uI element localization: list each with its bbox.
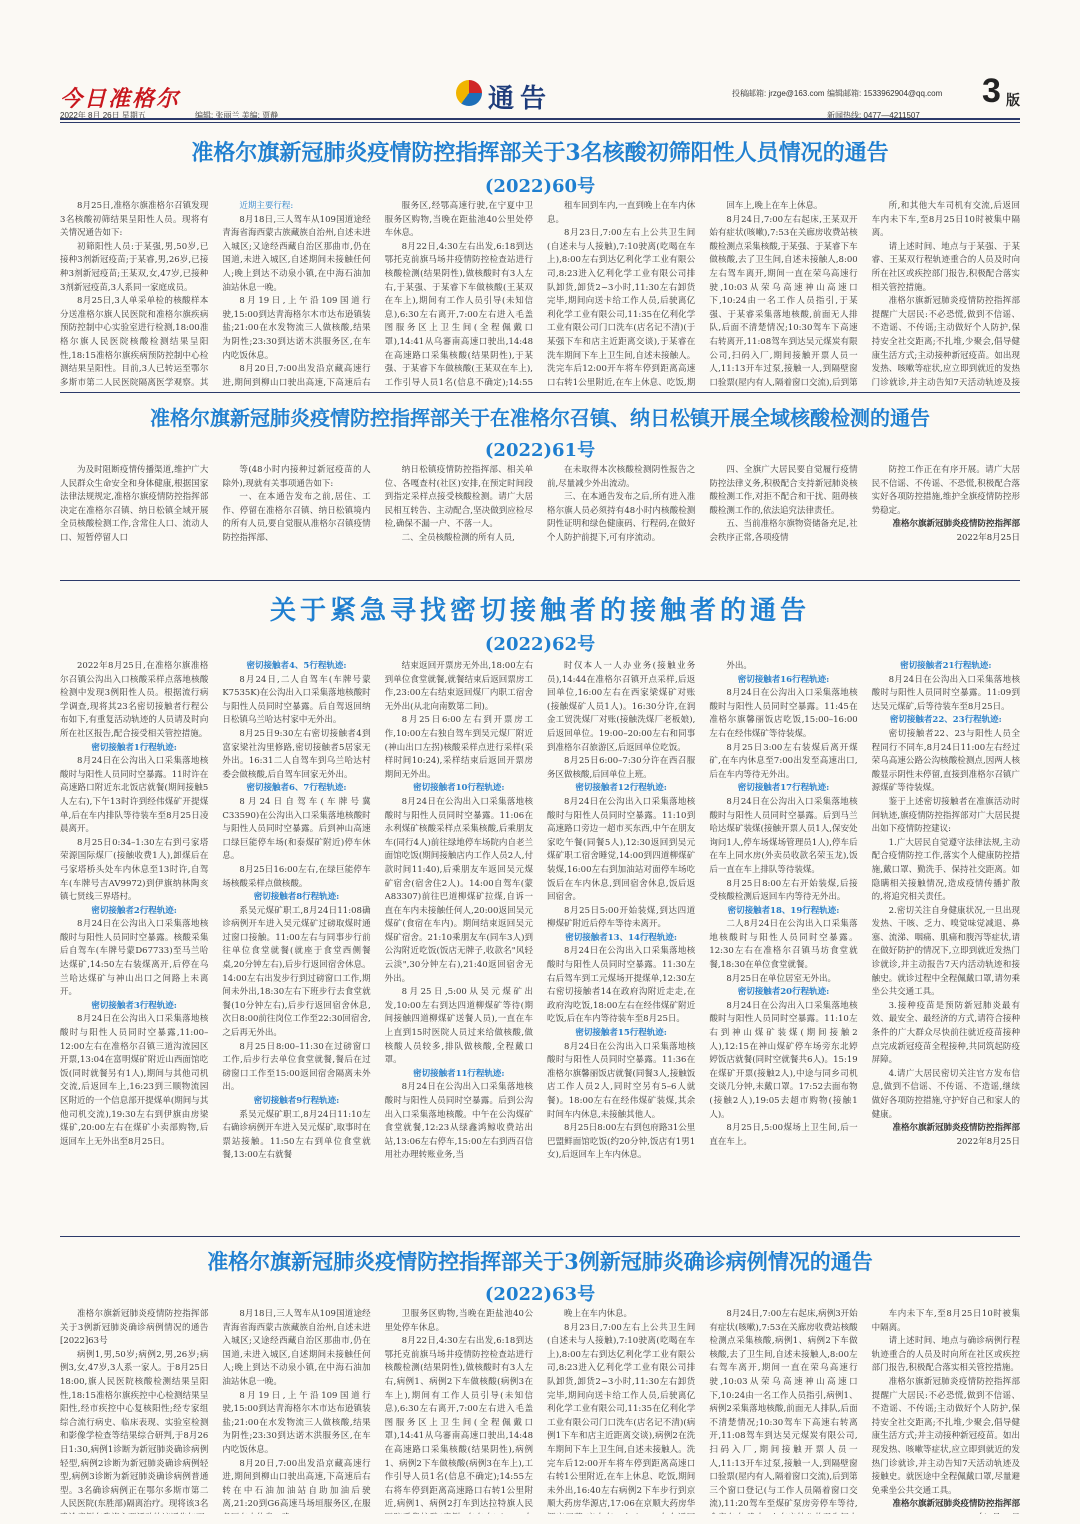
notice-column <box>222 464 370 576</box>
editor-credits: 编辑: 张丽兰 美编: 贾静 <box>195 111 279 120</box>
paragraph: 服务区,经鄂高速行驶,在宁夏中卫服务区购物,当晚在距盐池40公里处停车休息。 <box>384 201 533 239</box>
notice-62-number: (2022)62号 <box>484 634 596 655</box>
paragraph: 请上述时间、地点与于某强、于某睿、王某双行程轨迹重合的人员及时向所在社区或疾控部门报告,积极配合落实相关管控措施。 <box>871 241 1020 293</box>
paragraph: 8月24日自驾车(车牌号冀C33590)在公沟出入口采集落地核酸时与阳性人员同时空暴露。后到神山高速口绿巨能停车场(和泰煤矿附近)停车休息。 <box>222 796 371 862</box>
notice-column <box>709 200 857 390</box>
notice-60-body <box>60 200 1020 390</box>
paragraph: 结束返回开票房无外出,18:00左右到单位食堂就餐,就餐结束后返回票房工作,23:00左右结束返回煤厂内职工宿舍无外出(从北向南数第二间)。 <box>384 661 533 712</box>
paragraph: 8月24日,7:00左右起床,王某双开始有症状(咳嗽),7:53在关廊房收费站核酸检测点采集核酸,于某强、于某睿下车做核酸,去了卫生间,自述未接触人,8:00左右驾车离开,期间一直在荣乌高速行驶,10:03从荣乌高速神山高速口下,10:24由一名工作人员指引,于某强、于某睿采集落地核酸,前面无人排队,后面不清楚情况;10:30驾车下高速右转离开,11:08驾车到达吴元煤炭有限公司,扫码入厂,期间接触开票人员一人,11:13开车过泵,接触一人,到隔壁窗口验票(屋内有人,隔着窗口交流),后到第 <box>709 214 858 388</box>
notice-column <box>709 464 857 576</box>
track-heading: 密切接触者20行程轨迹: <box>737 987 830 998</box>
paragraph: 2022年8月25日,在准格尔旗准格尔召镇公沟出入口核酸采样点落地核酸检测中发现3例阳性人员。根据流行病学调查,现将其23名密切接触者行程公布如下,有重复活动轨迹的人员请及时向所在社区报告,配合接受相关管控措施。 <box>60 661 209 739</box>
notice-61-number: (2022)61号 <box>484 440 596 461</box>
track-heading: 密切接触者1行程轨迹: <box>91 742 177 753</box>
paragraph: 时仅本人一人办业务(接触业务员),14:44在准格尔召镇开点采样,后返回单位,16:00左右在西家梁煤矿对账(接触煤矿人员1人)。16:30分许,在润金工贸洗煤厂对账(接触洗煤厂老板娘),后返回单位。19:00–20:00左右和同事到准格尔召旅游区,后返回单位吃饭。 <box>546 661 696 753</box>
notice-63-title: 准格尔旗新冠肺炎疫情防控指挥部关于3例新冠肺炎确诊病例情况的通告 <box>207 1249 873 1274</box>
notice-60-title: 准格尔旗新冠肺炎疫情防控指挥部关于3名核酸初筛阳性人员情况的通告 <box>191 140 889 166</box>
masthead-rule-thin <box>60 122 1020 123</box>
notice-62-body <box>60 660 1020 1232</box>
paragraph: 四、全旗广大居民要自觉履行疫情防控法律义务,积极配合支持新冠肺炎核酸检测工作,对拒不配合和干扰、阻碍核酸检测工作的,依法追究法律责任。 <box>709 465 858 516</box>
paragraph: 请上述时间、地点与确诊病例行程轨迹重合的人员及时向所在社区或疾控部门报告,积极配合落实相关管控措施。 <box>871 1336 1020 1374</box>
notice-62-title: 关于紧急寻找密切接触者的接触者的通告 <box>269 596 810 626</box>
paragraph: 8月23日,7:00左右上公共卫生间(自述未与人接触),7:10驶离(吃喝在车上),8:00左右到达亿利化学工业有限公司,8:23进入亿利化学工业有限公司排队卸货,卸货2~3小时,11:30左右卸货完毕,期间向送卡给工作人员,后驶离亿利化学工业有限公司,11:35在亿利化学工业有限公司门口洗车(店名记不清)(于某强下车和店主近距离交谈),于某睿在洗车期间下车上卫生间,自述未接触人。洗完车后12:00开车将车停到距离高速口右转1公里附近,在车上休息、吃饭,期 <box>546 228 696 388</box>
track-heading: 密切接触者22、23行程轨迹: <box>889 715 1002 726</box>
signature-date: 2022年8月25日 <box>956 1136 1020 1147</box>
paragraph: 回车上,晚上在车上休息。 <box>726 201 823 211</box>
notice-column <box>385 660 533 1232</box>
paragraph: 1.广大居民自觉遵守法律法规,主动配合疫情防控工作,落实个人健康防控措施,戴口罩、勤洗手、保持社交距离。如隐瞒相关接触情况,造成疫情传播扩散的,将追究相关责任。 <box>871 837 1020 903</box>
paragraph: 8月24日在公沟出入口采集落地核酸时与阳性人员同时空暴露,11:00–12:00左右在准格尔召镇三道沟流园区开票,13:04在富明煤矿附近山西面馆吃饭(同时就餐另有1人),期间与其他司机交流,后返回车上,16:23到三顺物流园区附近的一个信息部开提煤单(期间与其他司机交流),19:30左右到伊旗由房梁煤矿,20:00左右在煤矿小卖部购物,后返回车上无外出至8月25日。 <box>60 1014 209 1147</box>
paragraph: 车内未下车,至8月25日10时被集中隔离。 <box>871 1309 1020 1333</box>
page-number: 3 <box>982 72 1001 110</box>
paragraph: 8月22日,4:30左右出发,6:18到达鄂托克前旗马场井疫情防控检查站进行核酸检测(结果阴性),做核酸时有3人左右,病例1、病例2下车做核酸(病例3在车上),期间有工作人员引导(未知信息),6:30左右离开,7:00左右进入毛盖图服务区上卫生间(全程佩戴口罩),14:41从乌審南高速口驶出,14:48在高速路口采集核酸(结果阴性),病例1、病例2下车做核酸(病例3在车上),工作引导人员1名(信息不确定);14:55左右将车停到距离高速路口右转1公里附近,病例1、病例2打车到达拉特旗人民 <box>384 1336 533 1510</box>
paragraph: 8月25日,5:00煤场上卫生间,后一直在车上。 <box>709 1123 858 1147</box>
paragraph: 8月24日在公沟出入口采集落地核酸时与阳性人员同时空暴露。11:10到高速路口旁边一超市买东西,中午在朋友家吃午餐(同餐5人),12:30返回到吴元煤矿职工宿舍睡觉,14:00到四道柳煤矿装煤,16:00左右到加油站对面停车场吃饭后在车内休息,到回宿舍休息,饭后返回宿舍。 <box>546 796 696 903</box>
paragraph: 8月18日,三人驾车从109国道途经青海省海西蒙古族藏族自治州,自述未进入城区;又途经西藏自治区那曲市,仍在国道,未进入城区,自述期间未接触任何人;晚上到达不动泉小镇,在中海石油加油站休息一晚。 <box>222 214 371 293</box>
section-emblem-icon <box>456 80 482 106</box>
paragraph: 8月24日在公沟出入口采集落地核酸时与阳性人员同时空暴露。11:45在准格尔旗馨丽饭店吃饭,15:00–16:00左右在经伟煤矿等待装煤。 <box>709 688 858 739</box>
paragraph: 在未取得本次核酸检测阴性报告之前,尽量减少外出流动。 <box>546 465 696 489</box>
paragraph: 3.接种疫苗是预防新冠肺炎最有效、最安全、最经济的方式,请符合接种条件的广大群众尽快前往就近疫苗接种点完成新冠疫苗全程接种,共同筑起防疫屏障。 <box>871 1000 1020 1066</box>
paragraph: 等(48小时内接种过新冠疫苗的人除外),现就有关事项通告如下: <box>222 465 371 489</box>
track-heading: 密切接触者13、14行程轨迹: <box>565 932 678 943</box>
track-heading: 密切接触者8行程轨迹: <box>253 892 340 903</box>
paragraph: 8月24日在公沟出入口采集落地核酸时与阳性人员同时空暴露。后到公沟出入口采集落地核酸。中午在公沟煤矿食堂就餐,12:23从绿鑫鸿鲸收费站出站,13:06左右停车,15:00左右到西召信用社办理转账业务,当 <box>384 1082 533 1161</box>
notice-column <box>60 1308 208 1514</box>
paragraph: 8月18日,三人驾车从109国道途经青海省海西蒙古族藏族自治州,自述未进入城区;又途经西藏自治区那曲市,仍在国道,未进入城区,自述期间未接触任何人;晚上到达不动泉小镇,在中海石油加油站休息一晚。 <box>222 1309 371 1387</box>
paragraph: 8月25日6:00–7:30分许在西召服务区做核酸,后回单位上班。 <box>546 756 696 780</box>
paragraph: 8月23日,7:00左右上公共卫生间(自述未与人接触),7:10驶离(吃喝在车上),8:00左右到达亿利化学工业有限公司,8:23进入亿利化学工业有限公司排队卸货,卸货2~3小时,11:30左右卸货完毕,期间向送卡给工作人员,后驶离亿利化学工业有限公司,11:35在亿利化学工业有限公司门口洗车(店名记不清)(病例1下车和店主近距离交谈),病例2在洗车期间下车上卫生间,自述未接触人。洗完车后12:00开车将车停到距离高速口右转1公里附近,在车上休息、吃饭,期间未外出,16:40左右病例2下车步行到京顺大药房华源店,17:06在京顺大药房华 <box>546 1322 696 1510</box>
paragraph: 8月25日,准格尔旗准格尔召镇发现3名核酸初筛结果呈阳性人员。现将有关情况通告如下: <box>60 201 209 239</box>
paragraph: 8月24日在公沟出入口采集落地核酸时与阳性人员同时空暴露。11:10左右到神山煤矿装煤(期间接触2人),12:15在神山煤矿停车场旁东北婷婷饭店就餐(同时空就餐共6人)。15:19在煤矿开票(接触2人),中途与同乡司机交谈几分钟,未戴口罩。17:52去面布物(接触2人),19:05去超市购物(接触1人)。 <box>709 1000 858 1120</box>
paragraph: 准格尔旗新冠肺炎疫情防控指挥部提醒广大居民:不必恐慌,做到不信谣、不造谣、不传谣;主动做好个人防护,保持安全社交距离;不扎堆,少聚会,倡导健康生活方式;主动接种新冠疫苗。如出现发热、咳嗽等症状,应立即到就近的发热门诊就诊,并主动告知7天活动轨迹及接 <box>871 296 1020 388</box>
paragraph: 8月24日在公沟出入口采集落地核酸时与阳性人员同时空暴露。11:09到达吴元煤矿,后等待装车至8月25日。 <box>871 674 1020 712</box>
track-heading: 密切接触者12行程轨迹: <box>575 783 667 794</box>
notice-column <box>60 464 208 576</box>
track-heading: 密切接触者6、7行程轨迹: <box>246 783 347 794</box>
paragraph: 8月25日5:00开始装煤,到达四道柳煤矿附近后停车等待未离开。 <box>546 905 696 930</box>
notice-61-body <box>60 464 1020 576</box>
masthead-rule <box>60 118 1020 120</box>
paragraph: 4.请广大居民密切关注官方发布信息,做到不信谣、不传谣、不造谣,继续做好各项防控措施,守护好自己和家人的健康。 <box>871 1068 1020 1120</box>
paragraph: 8月24日在公沟出入口采集落地核酸时与阳性人员同时空暴露。11:36在准格尔旗馨丽饭店就餐(同餐3人,接触饭店工作人员2人,同时空另有5–6人就餐)。18:00左右在经伟煤矿装煤,其余时间车内休息,未接触其他人。 <box>546 1041 696 1120</box>
paragraph: 病例1,男,50岁;病例2,男,26岁;病例3,女,47岁,3人系一家人。于8月25日18:00,旗人民医院核酸检测结果呈阳性,18:15准格尔旗疾控中心检测结果呈阳性,经市疾控中心复核阳性;经专家组综合流行病史、临床表现、实验室检测和影像学检查等结果综合研判,于8月26日1:30,病例1诊断为新冠肺炎确诊病例轻型,病例2诊断为新冠肺炎确诊病例轻型,病例3诊断为新冠肺炎确诊病例普通型。3名确诊病例正在鄂尔多斯市第二人民医院(东胜部)隔离治疗。现将该3名 <box>60 1349 209 1510</box>
paragraph: 8月25日9:30左右密切接触者4到富家梁社沟里修路,密切接触者5居家无外出。16:31二人自驾车到乌兰哈达村委会做核酸,后自驾车回家无外出。 <box>222 728 371 780</box>
paragraph: 8月20日,7:00出发沿京藏高速行进,期间到柳山口驶出高速,下高速后右转在中石油加油站自助加油后驶离,21:20到G6高速马场垣服务区,在服 <box>222 1458 371 1510</box>
paragraph: 8月25日8:00左右开始装煤,后接受核酸检测后返回车内等待无外出。 <box>709 878 858 903</box>
paragraph: 8月19日,上午沿109国道行驶,15:00到达青海格尔木市达布逊镇装盐;21:00在水发物流三人做核酸,结果为阴性;23:30到达诺木洪服务区,在车内吃饭休息。 <box>222 296 371 361</box>
paragraph: 为及时阻断疫情传播渠道,维护广大人民群众生命安全和身体健康,根据国家法律法规规定,准格尔旗疫情防控指挥部决定在准格尔召镇、纳日松镇全域开展全员核酸检测工作,含常住人口、流动人口、短暂停留人口 <box>60 465 209 543</box>
notice-column <box>385 1308 533 1514</box>
track-heading: 密切接触者4、5行程轨迹: <box>246 661 347 671</box>
paragraph: 8月25日在单位居室无外出。 <box>726 973 837 984</box>
paragraph: 三、在本通告发布之后,所有进入准格尔旗人员必须持有48小时内核酸检测阴性证明和绿色健康码、行程码,在做好个人防护前提下,可有序流动。 <box>546 492 696 543</box>
paragraph: 8月24日在公沟出入口采集落地核酸时与阳性人员同时空暴露。后到马兰哈达煤矿装煤(接触开票人员1人,保安处询问1人,停车场煤场管理员1人),停车后在车上同水房(外卖员收款名荣玉龙),饭后一直在车上排队等待装煤。 <box>709 796 858 875</box>
notice-column <box>222 200 370 390</box>
paragraph: 纳日松镇疫情防控指挥部、相关单位、各嘎查村(社区)安排,在预定时间段到指定采样点接受核酸检测。请广大居民相互转告、主动配合,坚决做到应检尽检,确保不漏一户、不落一人。 <box>384 465 533 530</box>
paragraph: 8月24日,二人自驾车(车牌号蒙K7535K)在公沟出入口采集落地核酸时与阳性人员同时空暴露。后自驾返回纳日松镇乌兰哈达村家中无外出。 <box>222 674 371 726</box>
notice-column <box>60 660 208 1232</box>
issue-date: 2022年 8月 26日 星期五 <box>60 111 146 120</box>
paragraph: 8月25日16:00左右,在绿巨能停车场核酸采样点做核酸。 <box>222 864 371 889</box>
track-heading: 密切接触者16行程轨迹: <box>737 674 830 685</box>
section-title: 通告 <box>488 84 553 114</box>
paragraph: 2.密切关注自身健康状况,一旦出现发热、干咳、乏力、嗅觉味觉减退、鼻塞、流涕、咽痛、肌痛和腹泻等症状,请在做好防护的情况下,立即到就近发热门诊就诊,并主动报告7天内活动轨迹和接触史。就诊过程中全程佩戴口罩,请勿乘坐公共交通工具。 <box>871 905 1020 998</box>
paragraph: 8月25日3:00左右装煤后离开煤矿,在车内休息至7:00出发至高速出口,后在车内等待无外出。 <box>709 742 858 780</box>
track-heading: 密切接触者10行程轨迹: <box>413 783 505 794</box>
notice-column <box>872 1308 1020 1514</box>
paragraph: 卫服务区购物,当晚在距盐池40公里处停车休息。 <box>384 1309 533 1333</box>
paragraph: 五、当前准格尔旗物资储备充足,社会秩序正常,各项疫情 <box>709 519 858 543</box>
notice-column <box>547 200 695 390</box>
notice-divider <box>60 580 1020 581</box>
paragraph: 8月24日在公沟出入口采集落地核酸时与阳性人员同时空暴露。11:30左右后驾车到工元煤场开提煤单,12:30左右密切接触者14在政府沟附近走走,在政府沟吃饭,18:00左右在经伟煤矿附近吃饭,后在车内等待装车至8月25日。 <box>546 946 696 1025</box>
paragraph: 近期主要行程: <box>239 201 294 211</box>
paragraph: 租车回到车内,一直到晚上在车内休息。 <box>546 201 696 225</box>
paragraph: 8月24日在公沟出入口采集落地核酸时与阳性人员同时空暴露。11:06在永利煤矿核酸采样点采集核酸,后乘朋友车(同行4人)前往绿地停车场院内自老兰面馆吃饭(期间接触店内工作人员2人,付款时间11:40),后乘朋友车返回吴元煤矿宿舍(宿舍住2人)。14:00自驾车(蒙A83307)前往巴道柳煤矿拉煤,自诉一直在车内未接触任何人,20:00返回吴元煤矿(食宿在车内)。期间结束返回吴元煤矿宿舍。21:10乘朋友车(同车3人)到公沟附近吃饭(饭店无牌子,收款名"风轻云淡",30分钟左右),21:40返回宿舍无外出。 <box>384 796 533 984</box>
notice-column <box>222 660 370 1232</box>
paragraph: 所,和其他大车司机有交流,后返回车内未下车,至8月25日10时被集中隔离。 <box>871 201 1020 239</box>
paragraph: 防控工作正在有序开展。请广大居民不信谣、不传谣、不恐慌,积极配合落实好各项防控措施,维护全旗疫情防控形势稳定。 <box>871 465 1020 516</box>
submit-email: 投稿邮箱: jrzge@163.com <box>732 89 825 98</box>
notice-column <box>385 200 533 390</box>
paragraph: 系吴元煤矿职工,8月24日11:10左右确诊病例开车进入吴元煤矿,取事时在票站接触。11:50左右到单位食堂就餐,13:00左右就餐 <box>222 1109 371 1161</box>
notice-column <box>222 1308 370 1514</box>
paragraph: 8月25日6:00左右到开票房工作,10:00左右独自驾车到吴元煤厂附近(神山出口左拐)核酸采样点进行采样(采样时间10:24),采样结束后返回开票房期间无外出。 <box>384 715 533 780</box>
paragraph: 外出。 <box>726 661 752 671</box>
signature-date: 2022年8月25日 <box>956 532 1020 543</box>
notice-divider <box>60 392 1020 393</box>
notice-63-body <box>60 1308 1020 1514</box>
signature: 准格尔旗新冠肺炎疫情防控指挥部 <box>892 519 1020 530</box>
track-heading: 密切接触者17行程轨迹: <box>737 783 830 794</box>
notice-61-title: 准格尔旗新冠肺炎疫情防控指挥部关于在准格尔召镇、纳日松镇开展全域核酸检测的通告 <box>150 406 930 430</box>
notice-column <box>872 660 1020 1232</box>
paragraph: 8月24日在公沟出入口采集落地核酸时与阳性人员同时空暴露。核酸采集后自驾车(车牌号蒙D67733)至马兰哈达煤矿,14:50左右装煤离开,后停在乌兰哈达煤矿与神山出口之间路上未离开。 <box>60 919 209 998</box>
paragraph: 晚上在车内休息。 <box>563 1309 632 1319</box>
paragraph: 8月25日,5:00从吴元煤矿出发,10:00左右到达四道柳煤矿等待(期间接触四道柳煤矿送餐人员),一直在车上直到15时医院人员过来给做核酸,做核酸人员较多,排队做核酸,全程戴口罩。 <box>384 987 533 1066</box>
notice-column <box>60 200 208 390</box>
track-heading: 密切接触者21行程轨迹: <box>900 661 992 671</box>
notice-column <box>872 200 1020 390</box>
page-unit: 版 <box>1006 93 1020 109</box>
paragraph: 系吴元煤矿职工,8月24日11:08确诊病例开车进入吴元煤矿过磅取煤时通过窗口接触。11:00左右与同事步行前往单位食堂就餐(就座于食堂西侧餐桌,20分钟左右),后步行返回宿舍休息。14:00左右出发步行到过磅窗口工作,期间未外出,18:30左右下班步行去食堂就餐(10分钟左右),后步行返回宿舍休息,次日8:00前往岗位工作至22:30回宿舍,之后再无外出。 <box>222 905 371 1039</box>
notice-column <box>385 464 533 576</box>
paragraph: 二、全员核酸检测的所有人员, <box>401 532 515 543</box>
notice-column <box>872 464 1020 576</box>
paragraph: 8月19日,上午沿109国道行驶,15:00到达青海格尔木市达布逊镇装盐;21:00在水发物流三人做核酸,结果为阴性;23:30到达诺木洪服务区,在车内吃饭休息。 <box>222 1390 371 1455</box>
track-heading: 密切接触者18、19行程轨迹: <box>727 905 840 916</box>
notice-column <box>547 660 695 1232</box>
paragraph: 8月20日,7:00出发沿京藏高速行进,期间到柳山口驶出高速,下高速后右 <box>222 364 371 388</box>
news-hotline: 新闻热线: 0477—4211507 <box>827 111 920 120</box>
paragraph: 8月25日8:00–11:30在过磅窗口工作,后步行去单位食堂就餐,餐后在过磅窗口工作至15:00返回宿舍隔离未外出。 <box>222 1041 371 1093</box>
track-heading: 密切接触者11行程轨迹: <box>413 1068 505 1079</box>
track-heading: 密切接触者9行程轨迹: <box>253 1096 340 1106</box>
paragraph: 准格尔旗新冠肺炎疫情防控指挥部提醒广大居民:不必恐慌,做到不信谣、不造谣、不传谣;主动做好个人防护,保持安全社交距离;不扎堆,少聚会,倡导健康生活方式;并主动接种新冠疫苗。如出现发热、咳嗽等症状,应立即到就近的发热门诊就诊,并主动告知7天活动轨迹及接触史。就医途中全程佩戴口罩,尽量避免乘坐公共交通工具。 <box>871 1376 1020 1496</box>
track-heading: 密切接触者15行程轨迹: <box>575 1028 667 1039</box>
notice-column <box>709 1308 857 1514</box>
paragraph: 8月25日,3人单采单检的核酸样本分送准格尔旗人民医院和准格尔旗疾病预防控制中心实验室进行检测,18:00准格尔旗人民医院核酸检测结果呈阳性,18:15准格尔旗疾病预防控制中心检测结果呈阳性。目前,3人已转运至鄂尔多斯市第二人民医院隔离医学观察。其 <box>60 296 209 388</box>
track-heading: 密切接触者2行程轨迹: <box>91 905 177 916</box>
newspaper-logo: 今日准格尔 <box>60 86 181 112</box>
paragraph: 二人8月24日在公沟出入口采集落地核酸时与阳性人员同时空暴露。12:30左右在准格尔召镇马坊食堂就餐,18:30在单位食堂就餐。 <box>709 919 858 971</box>
signature: 准格尔旗新冠肺炎疫情防控指挥部 <box>892 1123 1020 1134</box>
paragraph: 8月25日0:34–1:30左右到弓家塔荣源国际煤厂(接触收费1人),卸煤后在弓家塔桥头处车内休息至13时许,自驾车(车牌号吉AV9972)到伊旗纳林陶亥镇七贤线三界塔村。 <box>60 837 209 903</box>
paragraph: 一、在本通告发布之前,居住、工作、停留在准格尔召镇、纳日松镇境内的所有人员,要自觉服从准格尔召镇疫情防控指挥部、 <box>222 492 371 543</box>
notice-63-number: (2022)63号 <box>484 1284 596 1305</box>
masthead <box>60 72 1020 120</box>
track-heading: 密切接触者3行程轨迹: <box>91 1000 177 1011</box>
notice-column <box>547 464 695 576</box>
signature: 准格尔旗新冠肺炎疫情防控指挥部 <box>892 1499 1020 1510</box>
editor-email: 编辑邮箱: 1533962904@qq.com <box>827 89 943 98</box>
paragraph: 8月24日,7:00左右起床,病例3开始有症状(咳嗽),7:53在关廊房收费站核酸检测点采集核酸,病例1、病例2下车做核酸,去了卫生间,自述未接触人,8:00左右驾车离开,期间一直在荣乌高速行驶,10:03从荣乌高速神山高速口下,10:24由一名工作人员指引,病例1、病例2采集落地核酸,前面无人排队,后面不清楚情况;10:30驾车下高速右转离开,11:08驾车到达吴元煤炭有限公司,扫码入厂,期间接触开票人员一人,11:13开车过泵,接触一人,到隔壁窗口验票(屋内有人,隔着窗口交流),后到第三个窗口登记(与工作人员隔着窗口交流),11:20驾车至煤矿泵房旁停车等待, <box>709 1309 858 1510</box>
paragraph: 密切接触者22、23与阳性人员全程同行不同车,8月24日11:00左右经过荣乌高速公路公沟核酸检测点,因两人核酸显示阴性未停留,直接到准格尔召镇广源煤矿等待装煤。 <box>871 728 1020 794</box>
paragraph: 准格尔旗新冠肺炎疫情防控指挥部关于3例新冠肺炎确诊病例情况的通告[2022]63号 <box>60 1309 209 1347</box>
notice-column <box>547 1308 695 1514</box>
paragraph: 8月24日在公沟出入口采集落地核酸时与阳性人员同时空暴露。11时许在高速路口附近东北饭店就餐(期间接触5人左右),下午13时许到经伟煤矿开提煤单,后在车内排队等待装车至8月25日凌晨离开。 <box>60 756 209 835</box>
notice-column <box>709 660 857 1232</box>
signature-date <box>872 1512 1020 1514</box>
paragraph: 鉴于上述密切接触者在准旗活动时间轨迹,旗疫情防控指挥部对广大居民提出如下疫情防控建议: <box>871 796 1020 835</box>
notice-60-number: (2022)60号 <box>484 176 596 197</box>
notice-divider <box>60 1236 1020 1237</box>
paragraph: 8月22日,4:30左右出发,6:18到达鄂托克前旗马场井疫情防控检查站进行核酸检测(结果阴性),做核酸时有3人左右,于某强、于某睿下车做核酸(王某双在车上),期间有工作人员引导(未知信息),6:30左右离开,7:00左右进入毛盖图服务区上卫生间(全程佩戴口罩),14:41从乌審南高速口驶出,14:48在高速路口采集核酸(结果阴性),于某强、于某睿下车做核酸(王某双在车上),工作引导人员1名(信息不确定);14:55 <box>384 241 533 388</box>
paragraph: 8月25日8:00左右到包府路31公里巴盟鲜面馆吃饭(约20分钟,饭店有1男1女),后返回车上车内休息。 <box>546 1123 696 1161</box>
paragraph: 初筛阳性人员:于某强,男,50岁,已接种3剂新冠疫苗;于某睿,男,26岁,已接种3剂新冠疫苗;王某双,女,47岁,已接种3剂新冠疫苗,3人系同一家庭成员。 <box>60 241 209 293</box>
